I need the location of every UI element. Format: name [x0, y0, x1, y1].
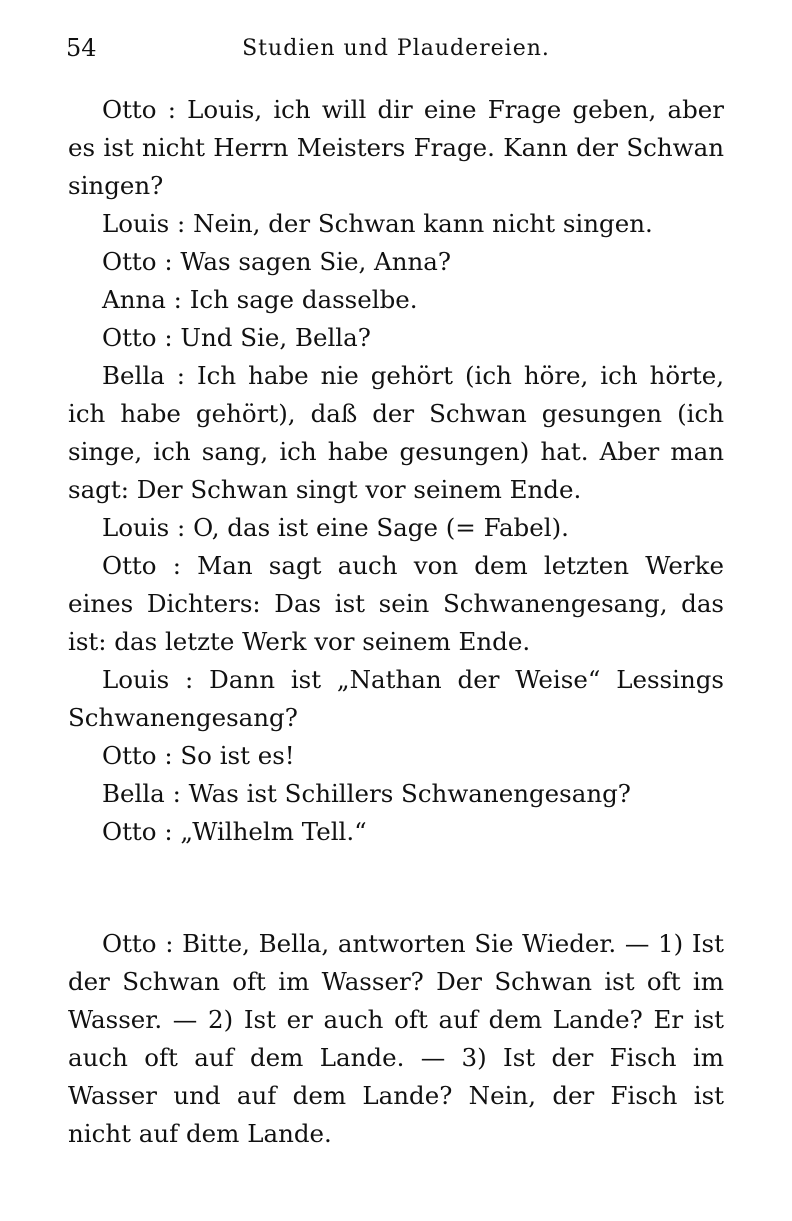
- line-text: Ich habe nie gehört (ich höre, ich hörte, ich habe gehört), daß der Schwan gesungen (ich singe, ich sang, ich habe gesungen) hat. Aber man sagt: Der Schwan singt vor seinem Ende.: [68, 361, 724, 504]
- dialogue-line: Otto : Was sagen Sie, Anna?: [102, 247, 452, 276]
- dialogue-line: Bella : Ich habe nie gehört (ich höre, ich hörte, ich habe gehört), daß der Schwan gesungen (ich singe, ich sang, ich habe gesungen) hat. Aber man sagt: Der Schwan singt vor seinem Ende.: [68, 361, 724, 504]
- dialogue-line: Louis : Nein, der Schwan kann nicht singen.: [102, 209, 653, 238]
- exercise-paragraph: Otto : Bitte, Bella, antworten Sie Wieder. — 1) Ist der Schwan oft im Wasser? Der Schwan ist oft im Wasser. — 2) Ist er auch oft auf dem Lande? Er ist auch oft auf dem Lande. — 3) Ist der Fisch im Wasser und auf dem Lande? Nein, der Fisch ist nicht auf dem Lande.: [68, 929, 724, 1148]
- dialogue-line: Otto : Und Sie, Bella?: [102, 323, 371, 352]
- speaker-name: Louis: [102, 513, 170, 542]
- dialogue-line: Bella : Was ist Schillers Schwanengesang?: [102, 779, 631, 808]
- line-text: O, das ist eine Sage (= Fabel).: [193, 513, 569, 542]
- speaker-name: Otto: [102, 817, 157, 846]
- line-text: Dann ist „Nathan der Weise“ Lessings Schwanengesang?: [68, 665, 724, 732]
- dialogue-line: Otto : So ist es!: [102, 741, 295, 770]
- line-text: Und Sie, Bella?: [180, 323, 371, 352]
- line-text: Nein, der Schwan kann nicht singen.: [193, 209, 653, 238]
- page-header: [66, 34, 726, 68]
- speaker-name: Otto: [102, 247, 157, 276]
- dialogue-line: Louis : O, das ist eine Sage (= Fabel).: [102, 513, 569, 542]
- dialogue-line: Otto : Louis, ich will dir eine Frage geben, aber es ist nicht Herrn Meisters Frage. Kann der Schwan singen?: [68, 95, 724, 200]
- dialogue-line: Anna : Ich sage dasselbe.: [102, 285, 418, 314]
- line-text: Man sagt auch von dem letzten Werke eines Dichters: Das ist sein Schwanengesang, das ist: das letzte Werk vor seinem Ende.: [68, 551, 724, 656]
- speaker-name: Bella: [102, 361, 165, 390]
- speaker-name: Anna: [102, 285, 166, 314]
- dialogue-line: Louis : Dann ist „Nathan der Weise“ Lessings Schwanengesang?: [68, 665, 724, 732]
- speaker-name: Otto: [102, 551, 157, 580]
- line-text: Was ist Schillers Schwanengesang?: [188, 779, 631, 808]
- exercise-text: Bitte, Bella, antworten Sie Wieder. — 1) Ist der Schwan oft im Wasser? Der Schwan ist oft im Wasser. — 2) Ist er auch oft auf dem Lande? Er ist auch oft auf dem Lande. — 3) Ist der Fisch im Wasser und auf dem Lande? Nein, der Fisch ist nicht auf dem Lande.: [68, 929, 724, 1148]
- line-text: So ist es!: [180, 741, 295, 770]
- line-text: Louis, ich will dir eine Frage geben, aber es ist nicht Herrn Meisters Frage. Kann der Schwan singen?: [68, 95, 724, 200]
- dialogue-block: [68, 91, 724, 851]
- dialogue-line: Otto : Man sagt auch von dem letzten Werke eines Dichters: Das ist sein Schwanengesang, das ist: das letzte Werk vor seinem Ende.: [68, 551, 724, 656]
- dialogue-line: Otto : „Wilhelm Tell.“: [102, 817, 367, 846]
- line-text: Ich sage dasselbe.: [189, 285, 418, 314]
- speaker-name: Otto: [102, 95, 157, 124]
- speaker-name: Otto: [102, 323, 157, 352]
- running-title: Studien und Plaudereien.: [242, 36, 550, 61]
- speaker-name: Otto: [102, 741, 157, 770]
- speaker-name: Bella: [102, 779, 165, 808]
- exercise-block: [68, 925, 724, 1153]
- speaker-name: Louis: [102, 665, 170, 694]
- line-text: „Wilhelm Tell.“: [180, 817, 367, 846]
- line-text: Was sagen Sie, Anna?: [180, 247, 452, 276]
- speaker-name: Louis: [102, 209, 170, 238]
- page-number: 54: [66, 34, 97, 62]
- speaker-name: Otto: [102, 929, 157, 958]
